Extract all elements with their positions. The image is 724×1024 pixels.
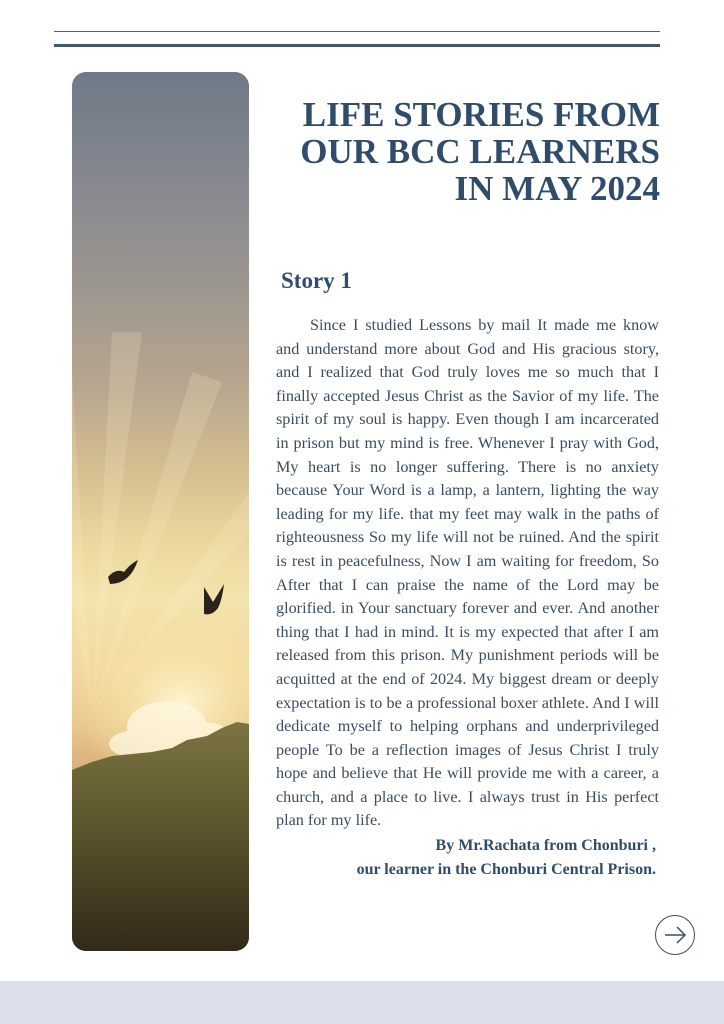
header-rule-thin: [54, 31, 660, 32]
footer-band: [0, 981, 724, 1024]
story-heading: Story 1: [281, 268, 352, 293]
title-line: IN MAY 2024: [454, 169, 660, 208]
story-byline: [276, 834, 656, 882]
title-line: LIFE STORIES FROM: [302, 95, 660, 134]
bird-right-icon: [204, 584, 224, 614]
byline-author: By Mr.Rachata from Chonburi ,: [435, 837, 656, 854]
byline-affiliation: our learner in the Chonburi Central Prison.: [356, 861, 656, 878]
arrow-right-circle-icon: [656, 916, 696, 956]
photo-illustration: [72, 72, 249, 951]
title-line: OUR BCC LEARNERS: [300, 132, 660, 171]
story-body: Since I studied Lessons by mail It made me know and understand more about God and His gracious story, and I realized that God truly loves me so much that I finally accepted Jesus Christ as the Savior of my life. The spirit of my soul is happy. Even though I am incarcerated in prison but my mind is free. Whenever I pray with God, My heart is no longer suffering. There is no anxiety because Your Word is a lamp, a lantern, lighting the way leading for my life. that my feet may walk in the paths of righteousness So my life will not be ruined. And the spirit is rest in peacefulness, Now I am waiting for freedom, So After that I can praise the name of the Lord may be glorified. in Your sanctuary forever and ever. And another thing that I had in mind. It is my expected that after I am released from this prison. My punishment periods will be acquitted at the end of 2024. My biggest dream or deeply expectation is to be a professional boxer athlete. And I will dedicate myself to helping orphans and underprivileged people To be a reflection images of Jesus Christ I truly hope and believe that He will provide me with a career, a church, and a place to live. I always trust in His perfect plan for my life.: [276, 316, 659, 830]
sunrise-birds-photo: [72, 72, 249, 951]
next-page-button[interactable]: [655, 915, 695, 955]
header-rule-thick: [54, 44, 660, 47]
page-title: [260, 96, 660, 207]
